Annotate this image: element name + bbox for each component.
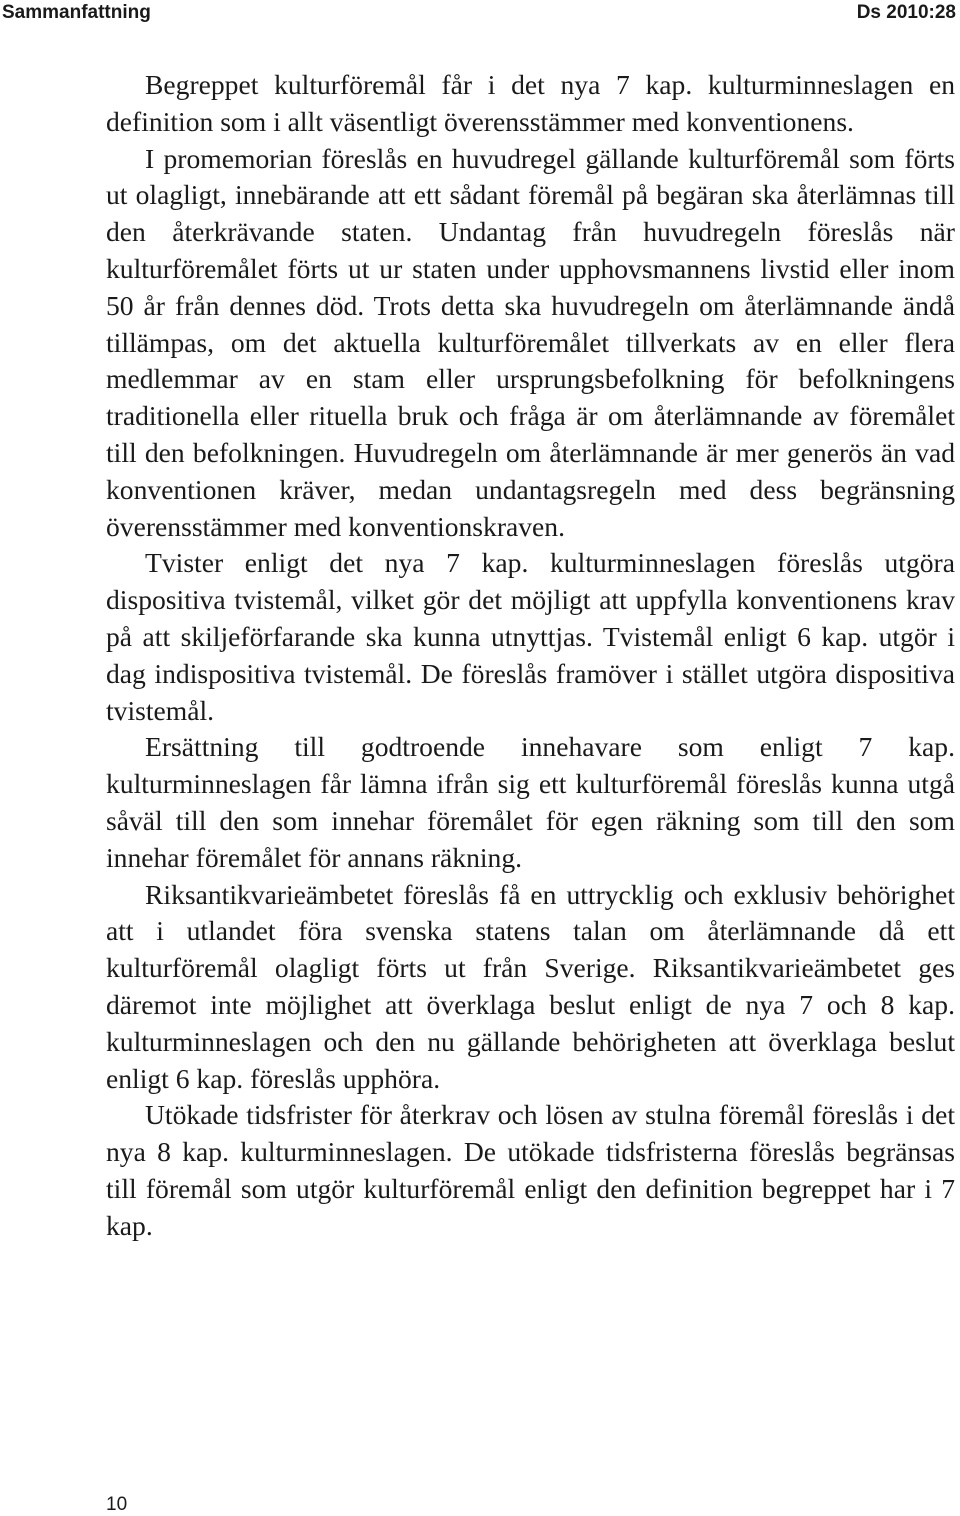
section-title: Sammanfattning [2,2,151,23]
page-header [0,0,960,28]
paragraph-time-limits: Utökade tidsfrister för återkrav och lösen av stulna föremål föreslås i det nya 8 kap. kulturminneslagen. De utökade tidsfristerna föreslås begränsas till föremål som utgör kulturföremål enligt den definition begreppet har i 7 kap. [106,1099,955,1241]
paragraph-main-rule: I promemorian föreslås en huvudregel gällande kulturföremål som förts ut olagligt, innebärande att ett sådant föremål på begäran ska återlämnas till den återkrävande staten. Undantag från huvudregeln föreslås när kulturföremålet förts ut ur staten under upphovsmannens livstid eller inom 50 år från dennes död. Trots detta ska huvudregeln om återlämnande ändå tillämpas, om det aktuella kulturföremålet tillverkats av en eller flera medlemmar av en stam eller ursprungsbefolkning för befolkningens traditionella eller rituella bruk och fråga är om återlämnande av föremålet till den befolkningen. Huvudregeln om återlämnande är mer generös än vad konventionen kräver, medan undantagsregeln med dess begränsning överensstämmer med konventionskraven. [106,142,955,542]
paragraph-definition: Begreppet kulturföremål får i det nya 7 kap. kulturminneslagen en definition som i allt väsentligt överensstämmer med konventionens. [106,69,955,137]
paragraph-disputes: Tvister enligt det nya 7 kap. kulturminneslagen föreslås utgöra dispositiva tvistemål, vilket gör det möjligt att uppfylla konventionens krav på att skiljeförfarande ska kunna utnyttjas. Tvistemål enligt 6 kap. utgör i dag indispositiva tvistemål. De föreslås framöver i stället utgöra dispositiva tvistemål. [106,547,955,726]
document-id: Ds 2010:28 [856,2,956,23]
paragraph-compensation: Ersättning till godtroende innehavare som enligt 7 kap. kulturminneslagen får lämna ifrån sig ett kulturföremål föreslås kunna utgå såväl till den som innehar föremålet för egen räkning som till den som innehar föremålet för annans räkning. [106,731,955,873]
paragraph-authority: Riksantikvarieämbetet föreslås få en uttrycklig och exklusiv behörighet att i utlandet föra svenska statens talan om återlämnande då ett kulturföremål olagligt förts ut från Sverige. Riksantikvarieämbetet ges däremot inte möjlighet att överklaga beslut enligt de nya 7 och 8 kap. kulturminneslagen och den nu gällande behörigheten att överklaga beslut enligt 6 kap. föreslås upphöra. [106,878,955,1094]
page-number: 10 [106,1494,128,1515]
body-text [106,67,955,1245]
